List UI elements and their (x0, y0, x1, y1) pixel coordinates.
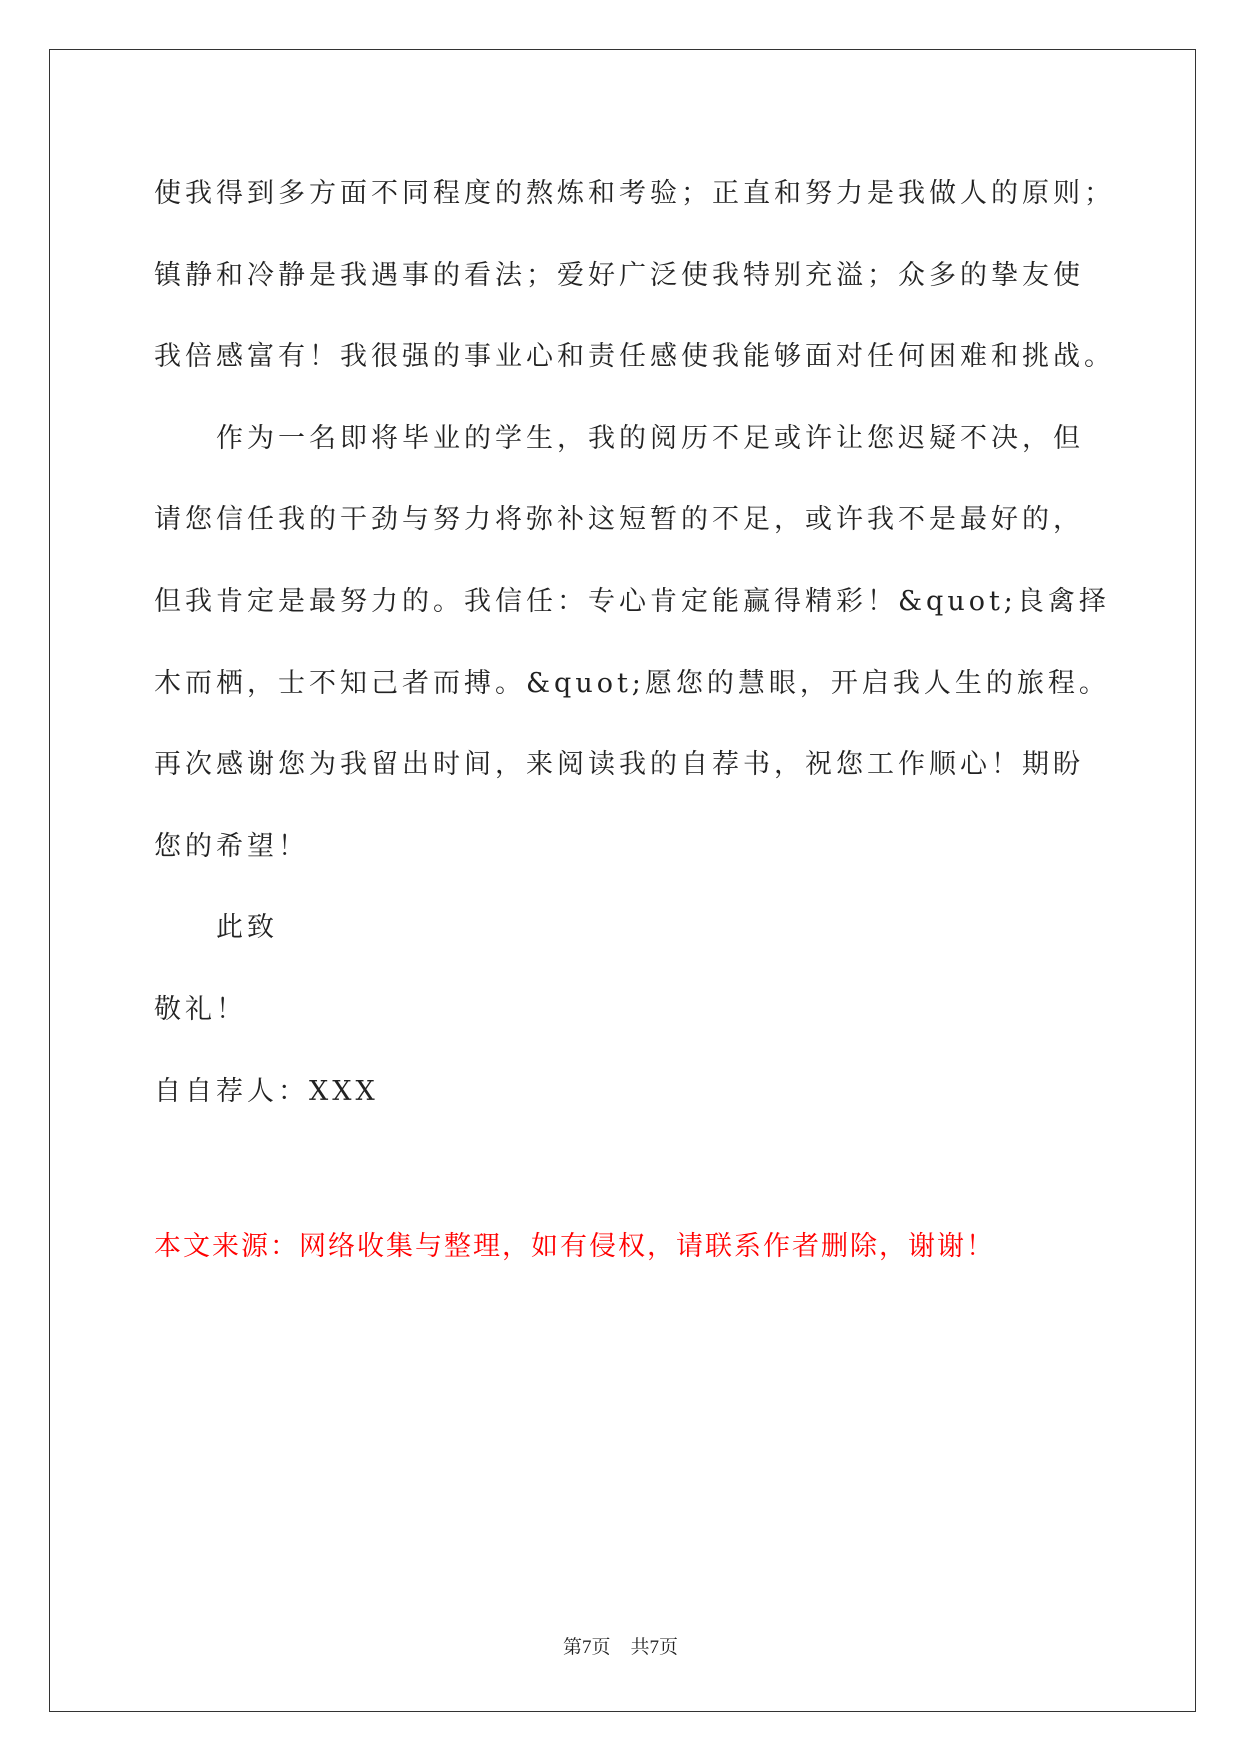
closing-line: 此致 (216, 912, 278, 944)
letter-body (154, 153, 1154, 1132)
paragraph (154, 398, 1154, 888)
page-footer (0, 1634, 1241, 1662)
page-number-total: 共7页 (630, 1637, 679, 1658)
salutation-line: 敬礼！ (154, 993, 247, 1025)
body-line: 请您信任我的干劲与努力将弥补这短暂的不足，或许我不是最好的， (154, 504, 1084, 536)
body-line: 使我得到多方面不同程度的熬炼和考验；正直和努力是我做人的原则； (154, 178, 1115, 209)
signature-line: 自自荐人：XXX (154, 1075, 379, 1107)
body-line: 我倍感富有！我很强的事业心和责任感使我能够面对任何困难和挑战。 (154, 341, 1115, 373)
page-number-current: 第7页 (562, 1637, 611, 1658)
body-line: 再次感谢您为我留出时间，来阅读我的自荐书，祝您工作顺心！期盼 (154, 749, 1084, 781)
body-line: 镇静和冷静是我遇事的看法；爱好广泛使我特别充溢；众多的挚友使 (154, 259, 1084, 291)
body-line: 作为一名即将毕业的学生，我的阅历不足或许让您迟疑不决，但 (216, 422, 1084, 454)
body-line: 木而栖，士不知己者而搏。&quot;愿您的慧眼，开启我人生的旅程。 (154, 667, 1110, 699)
paragraph (154, 153, 1154, 398)
body-line: 但我肯定是最努力的。我信任：专心肯定能赢得精彩！&quot;良禽择 (154, 585, 1110, 617)
body-line: 您的希望！ (154, 830, 309, 862)
source-notice: 本文来源：网络收集与整理，如有侵权，请联系作者删除，谢谢！ (154, 1231, 995, 1262)
